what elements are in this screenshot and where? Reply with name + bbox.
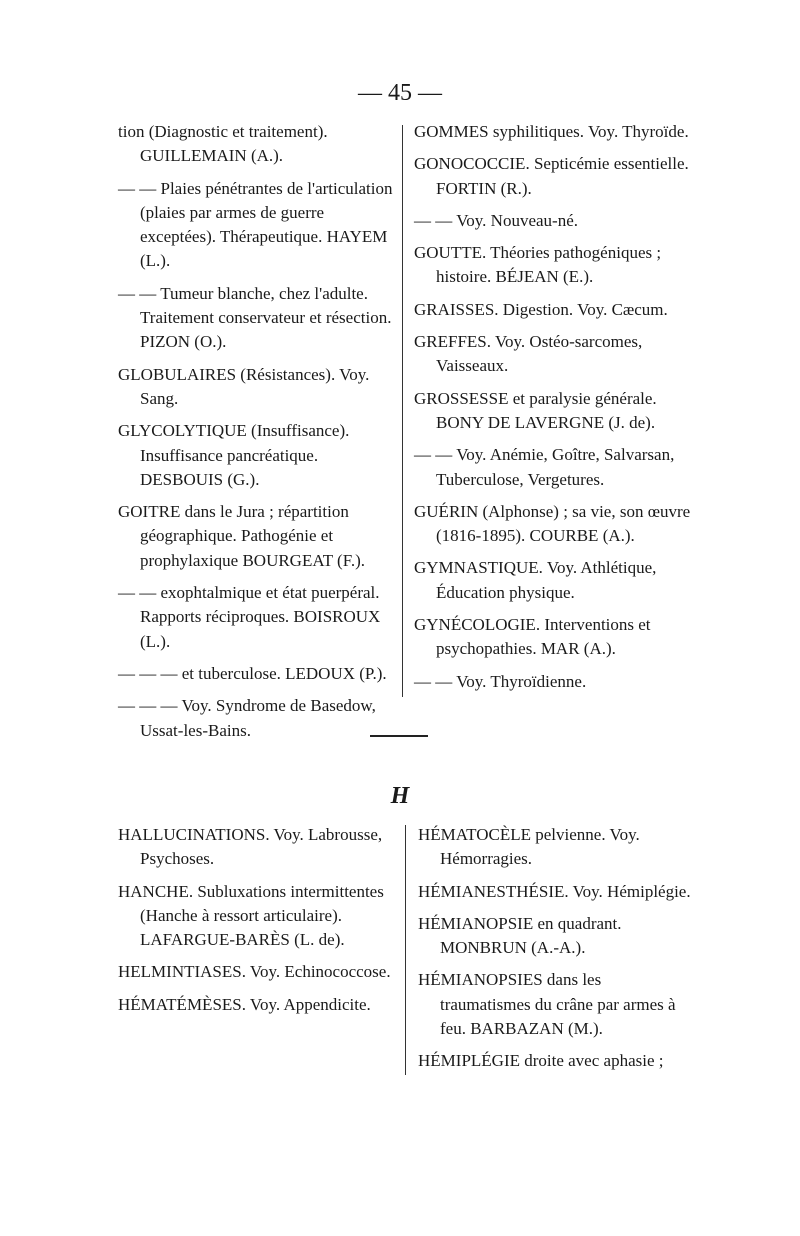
- index-entry: HÉMIANOPSIE en quadrant. MONBRUN (A.-A.).: [418, 913, 622, 958]
- index-entry: HANCHE. Subluxations intermittentes (Hanche à ressort articulaire). LAFARGUE-BARÈS (L. de).: [118, 881, 384, 950]
- column-divider: [402, 125, 403, 697]
- page-number: — 45 —: [358, 80, 442, 106]
- index-entry: HÉMATOCÈLE pelvienne. Voy. Hémorragies.: [418, 825, 640, 869]
- column-divider: [405, 825, 406, 1075]
- index-entry: GYMNASTIQUE. Voy. Athlétique, Éducation physique.: [414, 558, 657, 602]
- top-left-column: [118, 120, 394, 751]
- index-entry: HÉMIPLÉGIE droite avec aphasie ;: [418, 1051, 664, 1071]
- bottom-right-column: [418, 823, 694, 1082]
- index-entry: GLOBULAIRES (Résistances). Voy. Sang.: [118, 364, 370, 408]
- index-entry: HALLUCINATIONS. Voy. Labrousse, Psychoses.: [118, 825, 383, 869]
- index-entry: — — Tumeur blanche, chez l'adulte. Traitement conservateur et résection. PIZON (O.).: [118, 283, 392, 352]
- index-entry: — — exophtalmique et état puerpéral. Rapports réciproques. BOISROUX (L.).: [118, 583, 381, 651]
- index-entry: HÉMIANESTHÉSIE. Voy. Hémiplégie.: [418, 881, 691, 901]
- index-entry: — — Voy. Nouveau-né.: [414, 210, 578, 230]
- index-entry: — — — et tuberculose. LEDOUX (P.).: [118, 663, 387, 683]
- index-entry: GOMMES syphilitiques. Voy. Thyroïde.: [414, 122, 689, 141]
- index-entry: GOITRE dans le Jura ; répartition géographique. Pathogénie et prophylaxique BOURGEAT (F.).: [118, 502, 365, 570]
- index-entry: — — Voy. Anémie, Goître, Salvarsan, Tuberculose, Vergetures.: [414, 445, 675, 489]
- top-right-column: [414, 120, 692, 702]
- index-entry: — — — Voy. Syndrome de Basedow, Ussat-les-Bains.: [118, 696, 376, 740]
- index-entry: GREFFES. Voy. Ostéo-sarcomes, Vaisseaux.: [414, 332, 643, 376]
- index-entry: HÉMATÉMÈSES. Voy. Appendicite.: [118, 994, 371, 1014]
- index-entry: GOUTTE. Théories pathogéniques ; histoire. BÉJEAN (E.).: [414, 243, 662, 287]
- index-entry: GONOCOCCIE. Septicémie essentielle. FORTIN (R.).: [414, 154, 689, 198]
- index-entry: HÉMIANOPSIES dans les traumatismes du crâne par armes à feu. BARBAZAN (M.).: [418, 970, 676, 1039]
- index-entry: GLYCOLYTIQUE (Insuffisance). Insuffisance pancréatique. DESBOUIS (G.).: [118, 421, 350, 489]
- bottom-left-column: [118, 823, 396, 1025]
- section-letter: H: [390, 783, 410, 809]
- index-entry: HELMINTIASES. Voy. Echinococcose.: [118, 962, 391, 982]
- index-entry: tion (Diagnostic et traitement). GUILLEMAIN (A.).: [118, 122, 328, 166]
- section-separator: [370, 735, 428, 737]
- index-entry: GYNÉCOLOGIE. Interventions et psychopathies. MAR (A.).: [414, 615, 651, 659]
- index-entry: GROSSESSE et paralysie générale. BONY DE LAVERGNE (J. de).: [414, 388, 657, 432]
- index-entry: GUÉRIN (Alphonse) ; sa vie, son œuvre (1816-1895). COURBE (A.).: [414, 501, 691, 546]
- index-entry: GRAISSES. Digestion. Voy. Cæcum.: [414, 299, 668, 319]
- index-entry: — — Plaies pénétrantes de l'articulation (plaies par armes de guerre exceptées). Thérapeutique. HAYEM (L.).: [118, 178, 393, 271]
- index-entry: — — Voy. Thyroïdienne.: [414, 671, 587, 691]
